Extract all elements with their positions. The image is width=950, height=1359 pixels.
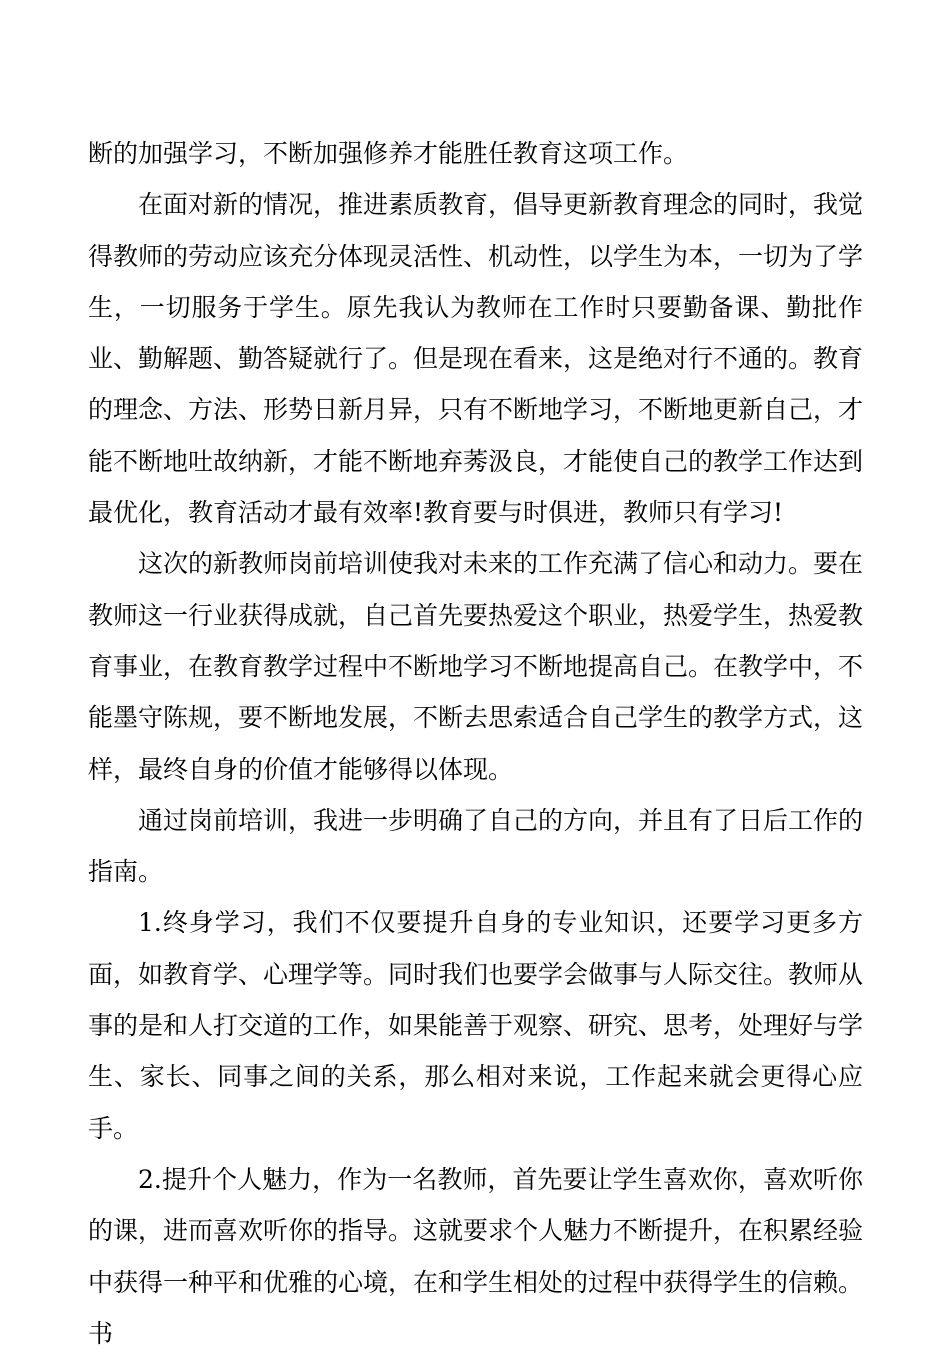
paragraph-continuation: 断的加强学习，不断加强修养才能胜任教育这项工作。	[88, 139, 689, 168]
paragraph-personal-charm: 2.提升个人魅力，作为一名教师，首先要让学生喜欢你，喜欢听你的课，进而喜欢听你的指导。这就要求个人魅力不断提升，在积累经验中获得一种平和优雅的心境，在和学生相处的过程中获得学生的信赖。书	[88, 1164, 864, 1348]
paragraph-teacher-labor: 在面对新的情况，推进素质教育，倡导更新教育理念的同时，我觉得教师的劳动应该充分体现灵活性、机动性，以学生为本，一切为了学生，一切服务于学生。原先我认为教师在工作时只要勤备课、勤批作业、勤解题、勤答疑就行了。但是现在看来，这是绝对行不通的。教育的理念、方法、形势日新月异，只有不断地学习，不断地更新自己，才能不断地吐故纳新，才能不断地弃莠汲良，才能使自己的教学工作达到最优化，教育活动才最有效率!教育要与时俱进，教师只有学习!	[88, 190, 864, 528]
paragraph-training-confidence: 这次的新教师岗前培训使我对未来的工作充满了信心和动力。要在教师这一行业获得成就，自己首先要热爱这个职业，热爱学生，热爱教育事业，在教育教学过程中不断地学习不断地提高自己。在教学中，不能墨守陈规，要不断地发展，不断去思索适合自己学生的教学方式，这样，最终自身的价值才能够得以体现。	[88, 549, 864, 784]
paragraph-lifelong-learning: 1.终身学习，我们不仅要提升自身的专业知识，还要学习更多方面，如教育学、心理学等。同时我们也要学会做事与人际交往。教师从事的是和人打交道的工作，如果能善于观察、研究、思考，处理好与学生、家长、同事之间的关系，那么相对来说，工作起来就会更得心应手。	[88, 908, 864, 1143]
document-body	[88, 128, 863, 1359]
paragraph-direction: 通过岗前培训，我进一步明确了自己的方向，并且有了日后工作的指南。	[88, 805, 864, 887]
